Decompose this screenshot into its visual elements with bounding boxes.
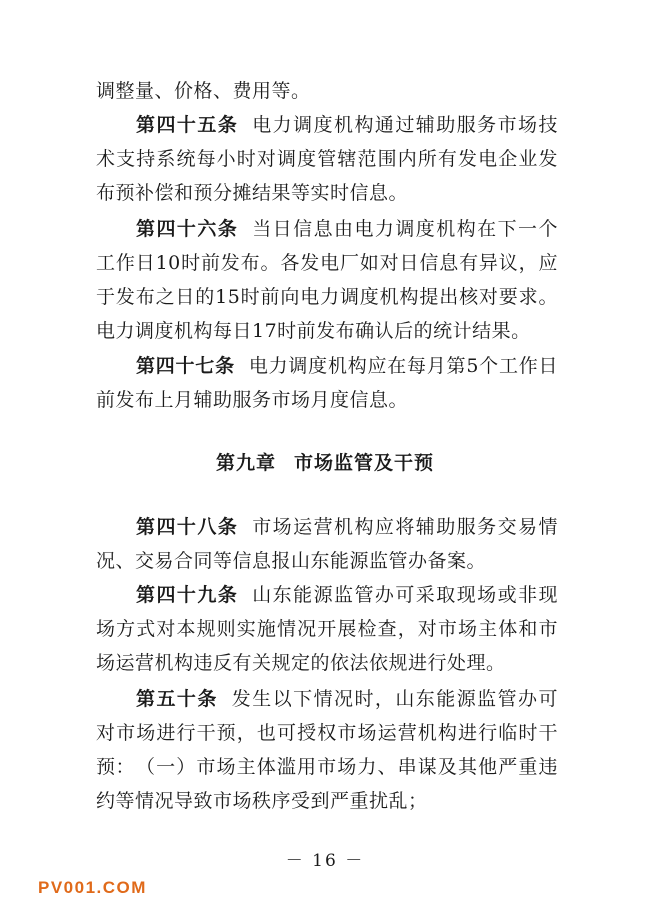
article-text: 电力调度机构应在每月第5个工作日前发布上月辅助服务市场月度信息。 (96, 355, 558, 411)
paragraph-continuation: 调整量、价格、费用等。 (96, 80, 311, 102)
article-number: 第四十九条 (136, 584, 239, 606)
watermark-logo: PV001.COM (38, 878, 147, 897)
article-45 (96, 108, 558, 210)
article-46 (96, 212, 558, 348)
article-number: 第四十六条 (136, 218, 239, 240)
list-item-1 (96, 750, 558, 818)
article-text: 当日信息由电力调度机构在下一个工作日10时前发布。各发电厂如对日信息有异议，应于发布之日的15时前向电力调度机构提出核对要求。电力调度机构每日17时前发布确认后的统计结果。 (96, 218, 558, 342)
list-item-text: （一）市场主体滥用市场力、串谋及其他严重违约等情况导致市场秩序受到严重扰乱； (96, 756, 558, 812)
article-47 (96, 349, 558, 417)
chapter-number: 第九章 (215, 452, 276, 474)
page-number: － 16 － (285, 851, 365, 871)
article-text: 电力调度机构通过辅助服务市场技术支持系统每小时对调度管辖范围内所有发电企业发布预补偿和预分摊结果等实时信息。 (96, 114, 558, 204)
article-text: 市场运营机构应将辅助服务交易情况、交易合同等信息报山东能源监管办备案。 (96, 516, 558, 572)
article-48 (96, 510, 558, 578)
article-text: 发生以下情况时，山东能源监管办可对市场进行干预，也可授权市场运营机构进行临时干预： (96, 688, 558, 778)
chapter-heading (0, 448, 650, 475)
article-number: 第四十八条 (136, 516, 239, 538)
article-number: 第四十七条 (136, 355, 235, 377)
article-number: 第五十条 (136, 688, 218, 710)
article-number: 第四十五条 (136, 114, 239, 136)
article-49 (96, 578, 558, 680)
chapter-title: 市场监管及干预 (294, 452, 435, 474)
article-text: 山东能源监管办可采取现场或非现场方式对本规则实施情况开展检查，对市场主体和市场运营机构违反有关规定的依法依规进行处理。 (96, 584, 558, 674)
